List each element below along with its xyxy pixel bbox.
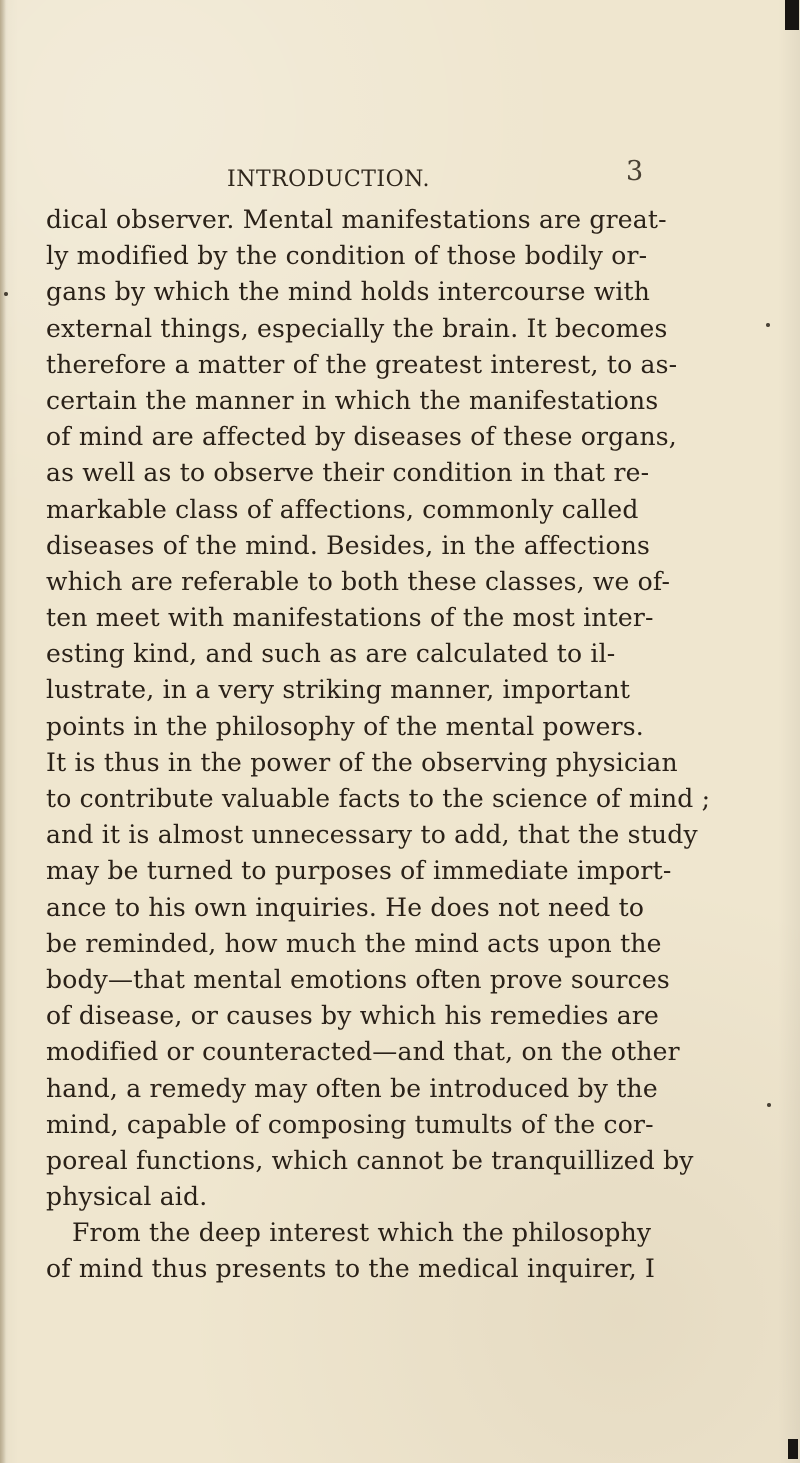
text-line: external things, especially the brain. It becomes [46,313,668,343]
text-line: It is thus in the power of the observing physician [46,747,678,777]
text-line: diseases of the mind. Besides, in the affections [46,530,651,560]
text-line: of disease, or causes by which his remedies are [46,1001,660,1031]
print-speck [766,323,770,327]
text-line: esting kind, and such as are calculated to il- [46,639,616,669]
text-line: may be turned to purposes of immediate import- [46,856,672,886]
text-line: hand, a remedy may often be introduced by the [46,1073,658,1103]
page-number: 3 [626,156,644,187]
page-header [0,156,800,197]
text-line: certain the manner in which the manifestations [46,385,659,415]
text-line: mind, capable of composing tumults of the cor- [46,1109,654,1139]
text-line: body—that mental emotions often prove sources [46,964,670,994]
text-line: ly modified by the condition of those bodily or- [46,241,648,271]
text-line: of mind are affected by diseases of these organs, [46,422,677,452]
text-line: as well as to observe their condition in that re- [46,458,650,488]
text-line: to contribute valuable facts to the science of mind ; [46,784,711,813]
print-speck [4,292,8,296]
text-line: ance to his own inquiries. He does not need to [46,892,645,922]
running-head: INTRODUCTION. [227,167,430,192]
page-edge-shadow [0,0,6,1463]
text-line: lustrate, in a very striking manner, important [46,675,631,705]
text-line: modified or counteracted—and that, on the other [46,1037,680,1067]
text-line: gans by which the mind holds intercourse with [46,277,651,307]
text-line: which are referable to both these classes, we of- [46,566,671,596]
text-line: markable class of affections, commonly called [46,494,639,524]
text-line: and it is almost unnecessary to add, that the study [46,820,698,850]
text-line: physical aid. [46,1182,208,1212]
text-line: dical observer. Mental manifestations are great- [46,205,667,234]
text-line: ten meet with manifestations of the most inter- [46,603,654,633]
bottom-right-scan-mark [788,1439,798,1459]
text-line: therefore a matter of the greatest interest, to as- [46,349,678,379]
text-line: be reminded, how much the mind acts upon the [46,928,662,958]
text-line: of mind thus presents to the medical inquirer, I [46,1254,656,1284]
text-line: points in the philosophy of the mental powers. [46,711,644,741]
body-text [46,202,746,1288]
text-line: poreal functions, which cannot be tranquillized by [46,1145,694,1175]
top-right-scan-mark [785,0,799,30]
print-speck [767,1103,771,1107]
text-line: From the deep interest which the philosophy [72,1218,652,1248]
